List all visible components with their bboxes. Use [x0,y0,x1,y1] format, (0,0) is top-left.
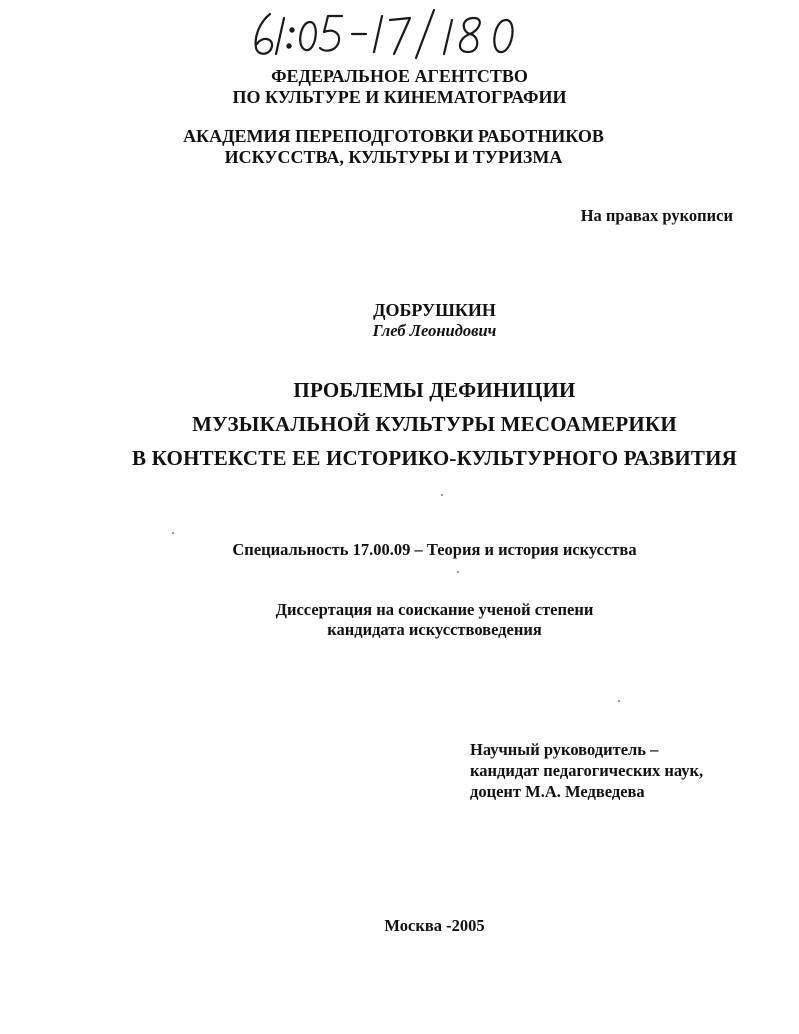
city-year: Москва -2005 [384,916,485,935]
agency-line-2: ПО КУЛЬТУРЕ И КИНЕМАТОГРАФИИ [232,87,567,107]
dissertation-line-1: Диссертация на соискание ученой степени [275,600,594,619]
author-given-names: Глеб Леонидович [372,321,497,340]
agency-line-1: ФЕДЕРАЛЬНОЕ АГЕНТСТВО [271,66,528,86]
scan-speck [457,571,459,573]
scan-speck [172,532,174,534]
advisor-line-3: доцент М.А. Медведева [470,782,645,801]
scan-speck [618,700,620,702]
title-line-2: МУЗЫКАЛЬНОЙ КУЛЬТУРЫ МЕСОАМЕРИКИ [192,412,677,436]
handwritten-archive-number [248,8,538,60]
advisor-line-2: кандидат педагогических наук, [470,761,704,780]
academy-line-1: АКАДЕМИЯ ПЕРЕПОДГОТОВКИ РАБОТНИКОВ [183,126,604,146]
manuscript-note: На правах рукописи [580,206,733,225]
title-line-1: ПРОБЛЕМЫ ДЕФИНИЦИИ [293,378,576,402]
title-line-3: В КОНТЕКСТЕ ЕЕ ИСТОРИКО-КУЛЬТУРНОГО РАЗВИТИЯ [131,446,738,470]
author-surname: ДОБРУШКИН [373,300,496,320]
scan-speck [441,494,443,496]
specialty: Специальность 17.00.09 – Теория и история искусства [232,540,637,559]
academy-line-2: ИСКУССТВА, КУЛЬТУРЫ И ТУРИЗМА [224,147,563,167]
dissertation-line-2: кандидата искусствоведения [327,620,542,639]
advisor-line-1: Научный руководитель – [470,740,659,759]
